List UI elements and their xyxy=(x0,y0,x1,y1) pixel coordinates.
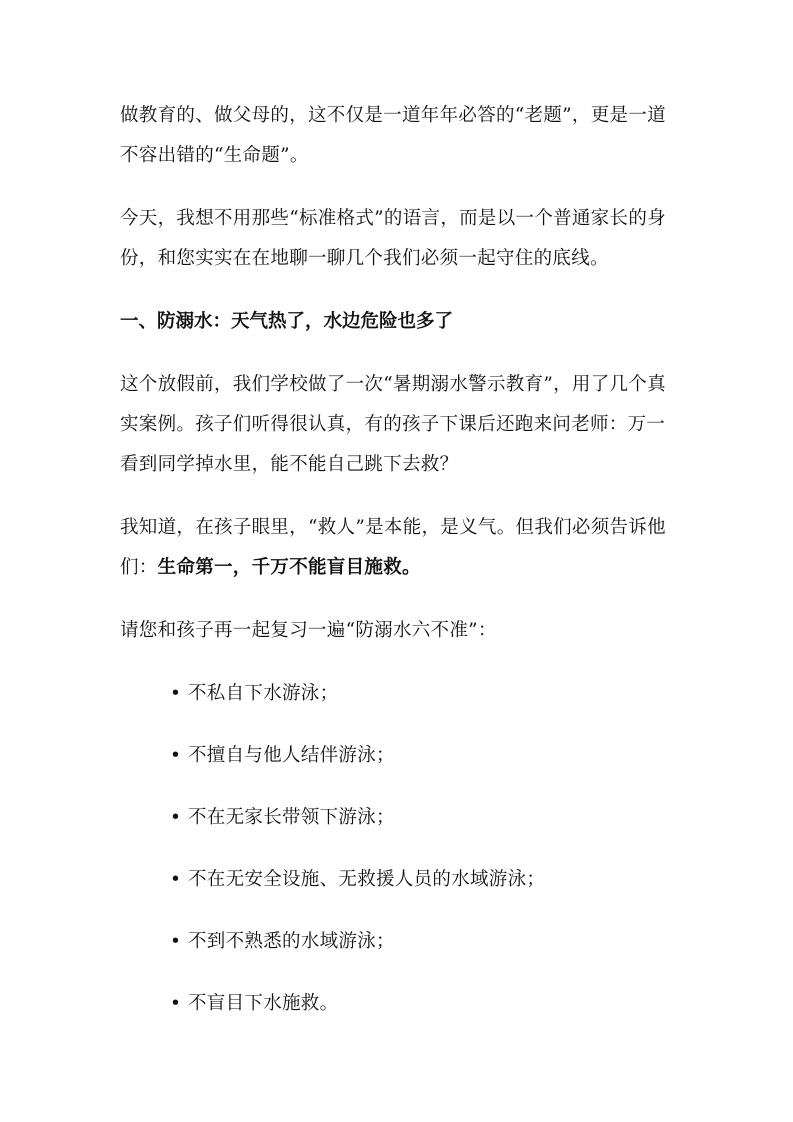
section-paragraph-2 xyxy=(120,508,680,588)
section-paragraph-3: 请您和孩子再一起复习一遍“防溺水六不准”： xyxy=(120,620,497,641)
section-heading: 一、防溺水：天气热了，水边危险也多了 xyxy=(120,311,454,332)
intro-paragraph-2: 今天，我想不用那些“标准格式”的语言，而是以一个普通家长的身份，和您实实在在地聊一聊几个我们必须一起守住的底线。 xyxy=(120,208,666,269)
list-item-text: 不擅自与他人结伴游泳； xyxy=(188,745,395,766)
list-item xyxy=(170,736,680,776)
list-item-text: 不到不熟悉的水域游泳； xyxy=(188,931,395,952)
list-item-text: 不在无家长带领下游泳； xyxy=(188,807,395,828)
bullet-icon: • xyxy=(170,993,182,1014)
bullet-icon: • xyxy=(170,869,182,890)
list-item-text: 不私自下水游泳； xyxy=(188,683,339,704)
bullet-icon: • xyxy=(170,807,182,828)
list-item-text: 不在无安全设施、无救援人员的水域游泳； xyxy=(188,869,546,890)
list-item xyxy=(170,922,680,962)
paragraph-text: 我知道，在孩子眼里，“救人”是本能，是义气。但我们必须告诉他们： xyxy=(120,517,666,578)
bullet-icon: • xyxy=(170,683,182,704)
list-item-text: 不盲目下水施救。 xyxy=(188,993,339,1014)
emphasis-text: 生命第一，千万不能盲目施救。 xyxy=(157,557,421,578)
intro-paragraph-1: 做教育的、做父母的，这不仅是一道年年必答的“老题”，更是一道不容出错的“生命题”。 xyxy=(120,105,666,166)
bullet-icon: • xyxy=(170,931,182,952)
section-paragraph-1: 这个放假前，我们学校做了一次“暑期溺水警示教育”，用了几个真实案例。孩子们听得很认真，有的孩子下课后还跑来问老师：万一看到同学掉水里，能不能自己跳下去救？ xyxy=(120,374,666,475)
list-item xyxy=(170,798,680,838)
list-item xyxy=(170,674,680,714)
rules-list xyxy=(120,674,680,1024)
document-page xyxy=(120,96,680,1046)
bullet-icon: • xyxy=(170,745,182,766)
list-item xyxy=(170,860,680,900)
list-item xyxy=(170,984,680,1024)
